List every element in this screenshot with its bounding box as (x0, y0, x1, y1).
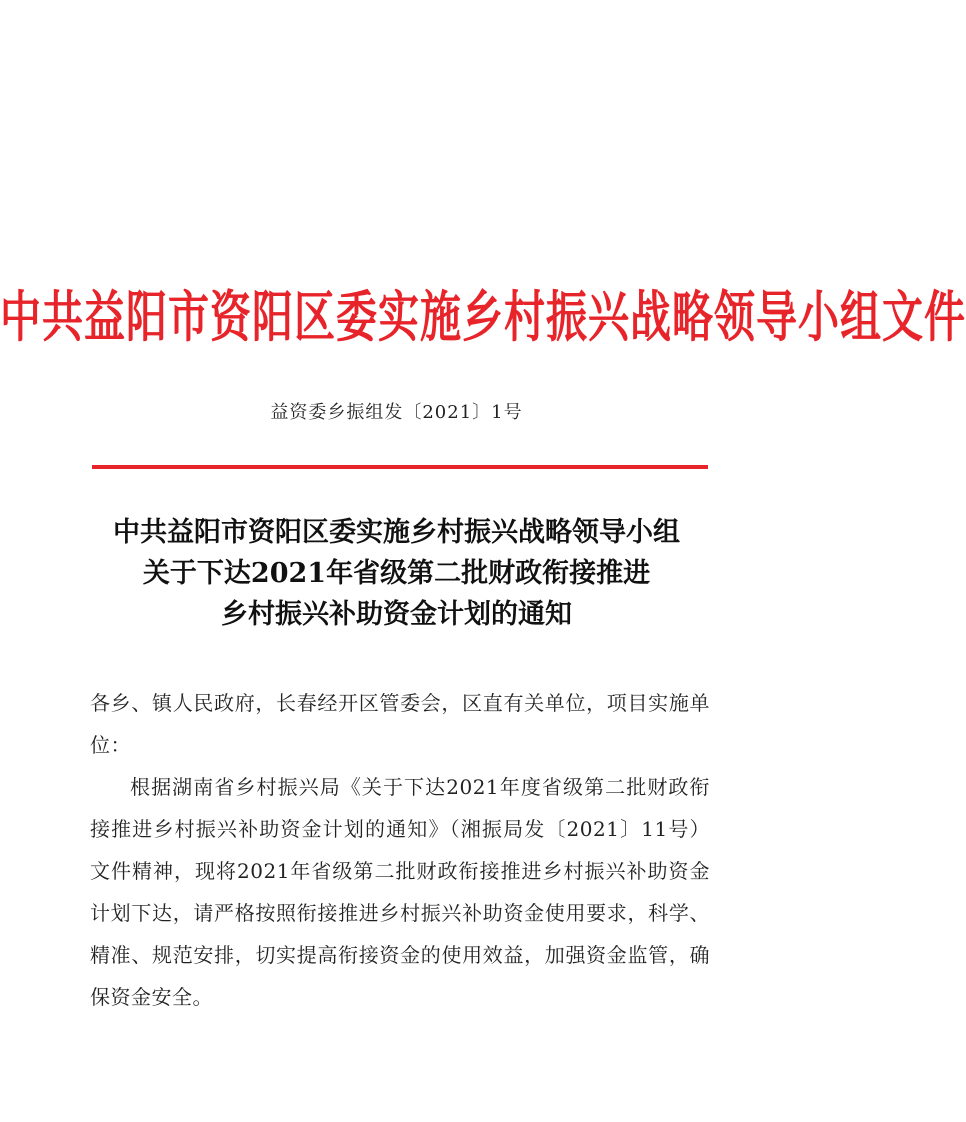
body-paragraph: 根据湖南省乡村振兴局《关于下达2021年度省级第二批财政衔接推进乡村振兴补助资金计划的通知》（湘振局发〔2021〕11号）文件精神，现将2021年省级第二批财政衔接推进乡村振兴补助资金计划下达，请严格按照衔接推进乡村振兴补助资金使用要求，科学、精准、规范安排，切实提高衔接资金的使用效益，加强资金监管，确保资金安全。 (90, 775, 710, 1009)
document-body (90, 682, 710, 1018)
title-line-3: 乡村振兴补助资金计划的通知 (221, 599, 572, 630)
title-line-2: 关于下达2021年省级第二批财政衔接推进 (142, 558, 651, 589)
red-divider-line (92, 465, 708, 469)
document-title (0, 512, 793, 635)
title-line-1: 中共益阳市资阳区委实施乡村振兴战略领导小组 (113, 517, 680, 548)
issuing-organization-header: 中共益阳市资阳区委实施乡村振兴战略领导小组文件 (0, 284, 966, 350)
salutation: 各乡、镇人民政府，长春经开区管委会，区直有关单位，项目实施单位： (90, 691, 710, 757)
document-number: 益资委乡振组发〔2021〕1号 (270, 402, 523, 423)
